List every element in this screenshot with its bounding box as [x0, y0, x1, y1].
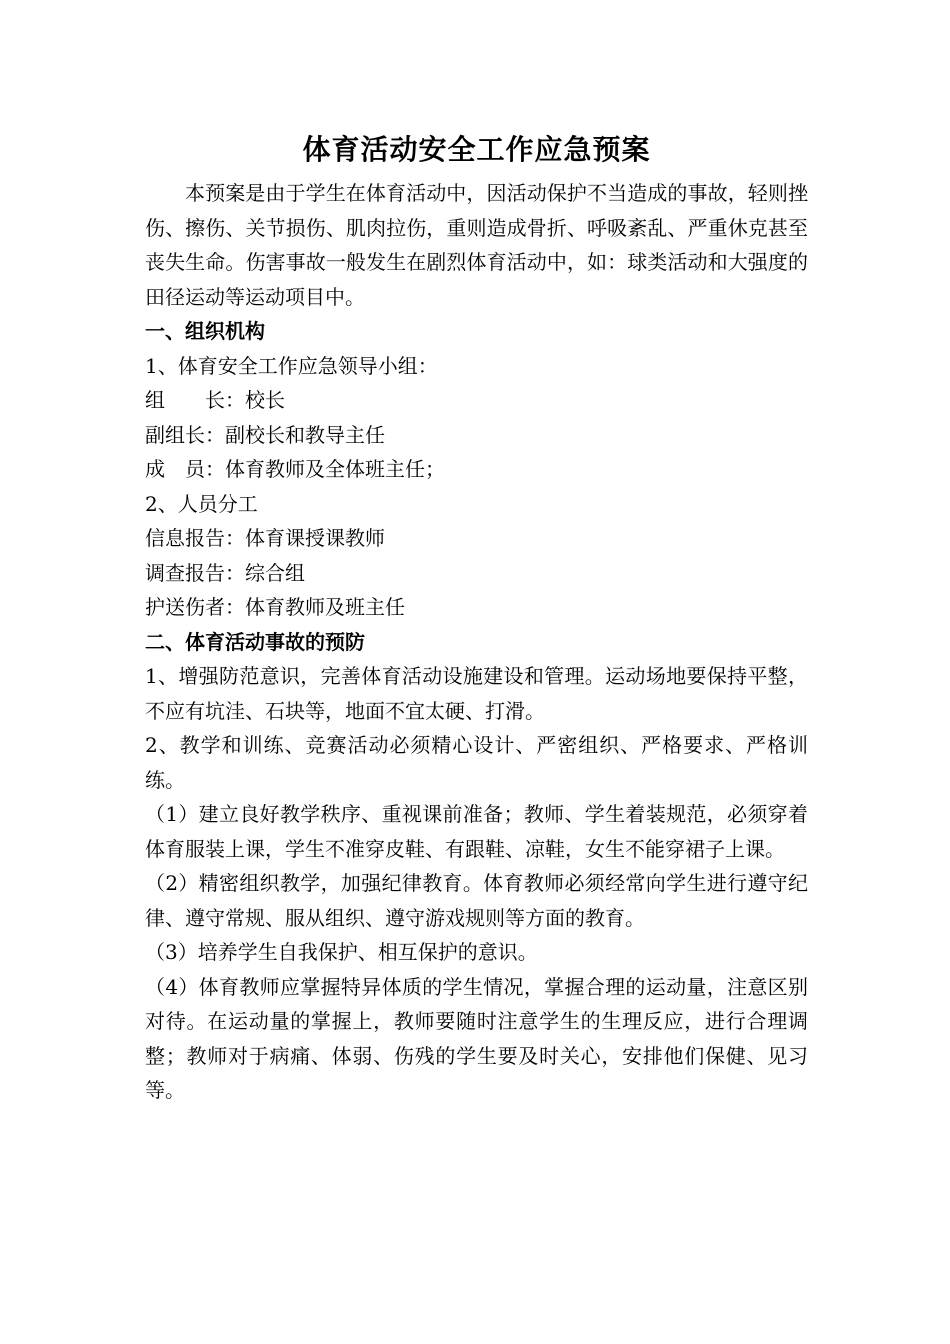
prevention-paragraph-4: （2）精密组织教学，加强纪律教育。体育教师必须经常向学生进行遵守纪律、遵守常规、服从组织、遵守游戏规则等方面的教育。	[145, 871, 808, 930]
prevention-paragraph-1: 1、增强防范意识，完善体育活动设施建设和管理。运动场地要保持平整，不应有坑洼、石块等，地面不宜太硬、打滑。	[145, 664, 808, 723]
document-page	[145, 128, 808, 1108]
prevention-paragraph-3: （1）建立良好教学秩序、重视课前准备；教师、学生着装规范，必须穿着体育服装上课，学生不准穿皮鞋、有跟鞋、凉鞋，女生不能穿裙子上课。	[145, 802, 808, 861]
section-heading-prevention: 二、体育活动事故的预防	[145, 629, 365, 654]
org-investigation: 调查报告：综合组	[145, 560, 305, 585]
intro-paragraph: 本预案是由于学生在体育活动中，因活动保护不当造成的事故，轻则挫伤、擦伤、关节损伤、肌肉拉伤，重则造成骨折、呼吸紊乱、严重休克甚至丧失生命。伤害事故一般发生在剧烈体育活动中，如：球类活动和大强度的田径运动等运动项目中。	[145, 181, 808, 309]
prevention-paragraph-2: 2、教学和训练、竞赛活动必须精心设计、严密组织、严格要求、严格训练。	[145, 733, 808, 792]
prevention-paragraph-5: （3）培养学生自我保护、相互保护的意识。	[145, 940, 538, 964]
org-deputy: 副组长：副校长和教导主任	[145, 422, 385, 447]
document-title: 体育活动安全工作应急预案	[302, 133, 651, 166]
prevention-paragraph-6: （4）体育教师应掌握特异体质的学生情况，掌握合理的运动量，注意区别对待。在运动量的掌握上，教师要随时注意学生的生理反应，进行合理调整；教师对于病痛、体弱、伤残的学生要及时关心，安排他们保健、见习等。	[145, 974, 808, 1102]
org-members: 成 员：体育教师及全体班主任；	[145, 457, 445, 481]
section-heading-organization: 一、组织机构	[145, 319, 265, 343]
org-leader: 组 长：校长	[145, 388, 285, 412]
org-escort: 护送伤者：体育教师及班主任	[145, 595, 405, 619]
org-item-2: 2、人员分工	[145, 491, 258, 516]
org-info-report: 信息报告：体育课授课教师	[145, 526, 385, 550]
org-item-1: 1、体育安全工作应急领导小组：	[145, 353, 438, 378]
